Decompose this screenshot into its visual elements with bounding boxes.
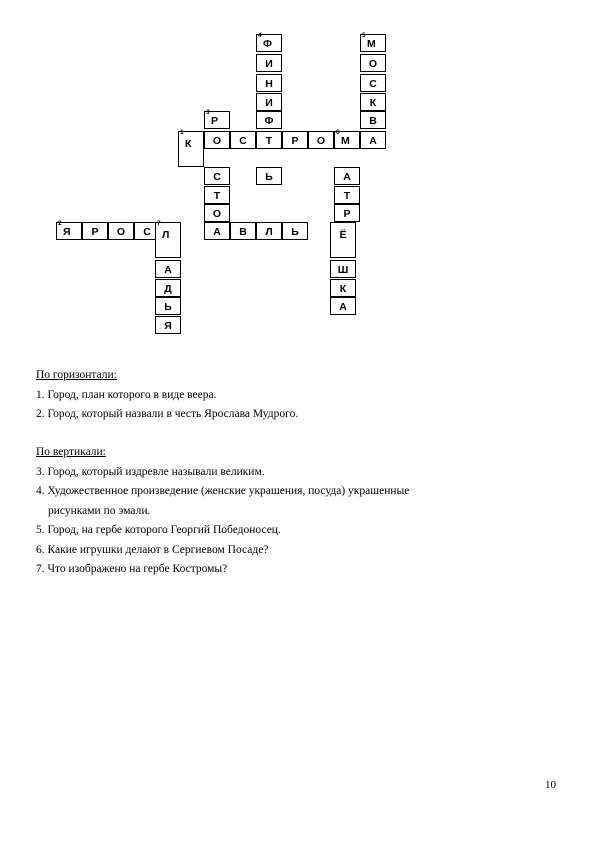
cell-letter: В — [239, 226, 247, 238]
cell-letter: Ф — [264, 115, 274, 127]
crossword-cell — [330, 297, 356, 315]
crossword-cell — [204, 204, 230, 222]
crossword-cell — [82, 222, 108, 240]
clue-5: 5. Город, на гербе которого Георгий Победоносец. — [36, 524, 281, 536]
vertical-heading: По вертикали: — [36, 446, 106, 458]
cell-letter: Ш — [337, 264, 349, 276]
clue-number: 3 — [206, 109, 210, 116]
cell-letter: А — [369, 135, 377, 147]
clue-number: 7 — [157, 220, 161, 227]
cell-letter: О — [116, 226, 126, 238]
clue-6: 6. Какие игрушки делают в Сергиевом Посаде? — [36, 543, 269, 556]
crossword-cell-5 — [360, 34, 386, 52]
cell-letter: А — [164, 264, 172, 276]
crossword-cell — [204, 167, 230, 185]
cell-letter: Л — [162, 229, 170, 241]
clue-number: 2 — [58, 220, 62, 227]
crossword-cell — [256, 54, 282, 72]
cell-letter: Р — [91, 226, 99, 238]
crossword-cell — [204, 131, 230, 149]
cell-letter: Ь — [164, 301, 172, 313]
crossword-cell — [230, 131, 256, 149]
crossword-cell — [334, 186, 360, 204]
cell-letter: Р — [211, 115, 219, 127]
cell-letter: А — [213, 226, 221, 238]
cell-letter: М — [341, 135, 350, 147]
cell-letter: А — [343, 171, 351, 183]
cell-letter: О — [212, 135, 222, 147]
cell-letter: И — [265, 58, 273, 70]
page-number: 10 — [545, 779, 556, 791]
cell-letter: К — [185, 138, 192, 150]
cell-letter: К — [339, 283, 347, 295]
crossword-cell — [204, 222, 230, 240]
clue-number: 6 — [336, 129, 340, 136]
cell-letter: К — [369, 97, 377, 109]
crossword-cell — [204, 186, 230, 204]
horizontal-clues — [36, 366, 298, 425]
crossword-cell — [334, 167, 360, 185]
cell-letter: Я — [164, 320, 172, 332]
crossword-cell — [256, 74, 282, 92]
vertical-clues — [36, 443, 409, 580]
clue-4: 4. Художественное произведение (женские украшения, посуда) украшенные — [36, 485, 410, 497]
crossword-cell — [360, 93, 386, 111]
cell-letter: О — [316, 135, 326, 147]
crossword-cell — [360, 111, 386, 129]
crossword-cell-2 — [56, 222, 82, 240]
cell-letter: А — [339, 301, 347, 313]
crossword-cell — [256, 111, 282, 129]
crossword-cell — [360, 131, 386, 149]
clue-4-continued: рисунками по эмали. — [48, 504, 151, 517]
crossword-cell-6 — [334, 131, 360, 149]
clue-number: 5 — [362, 32, 366, 39]
crossword-cell — [330, 222, 356, 258]
crossword-cell — [256, 222, 282, 240]
cell-letter: С — [239, 135, 247, 147]
crossword-cell — [256, 167, 282, 185]
cell-letter: С — [369, 78, 377, 90]
crossword-cell — [256, 131, 282, 149]
cell-letter: В — [369, 115, 377, 127]
clue-number: 4 — [258, 32, 262, 39]
cell-letter: О — [368, 58, 378, 70]
clue-1: 1. Город, план которого в виде веера. — [36, 388, 217, 401]
cell-letter: И — [265, 97, 273, 109]
cell-letter: Ь — [265, 171, 273, 183]
crossword-cell — [360, 74, 386, 92]
crossword-cell-4 — [256, 34, 282, 52]
crossword-cell — [330, 260, 356, 278]
horizontal-heading: По горизонтали: — [36, 369, 117, 381]
crossword-cell — [282, 131, 308, 149]
cell-letter: Я — [63, 226, 71, 238]
cell-letter: О — [212, 208, 222, 220]
crossword-grid — [0, 0, 595, 345]
crossword-cell — [108, 222, 134, 240]
crossword-cell — [282, 222, 308, 240]
crossword-cell — [155, 316, 181, 334]
clue-7: 7. Что изображено на гербе Костромы? — [36, 563, 228, 575]
crossword-cell — [330, 279, 356, 297]
cell-letter: Д — [164, 283, 172, 295]
crossword-cell — [256, 93, 282, 111]
clue-number: 1 — [180, 129, 184, 136]
cell-letter: Т — [265, 135, 273, 147]
cell-letter: С — [213, 171, 221, 183]
crossword-cell — [360, 54, 386, 72]
cell-letter: М — [367, 38, 376, 50]
cell-letter: Н — [265, 78, 273, 90]
crossword-cell-7 — [155, 222, 181, 258]
crossword-cell — [230, 222, 256, 240]
crossword-cell — [155, 279, 181, 297]
cell-letter: Т — [213, 190, 221, 202]
crossword-cell — [334, 204, 360, 222]
crossword-cell-3 — [204, 111, 230, 129]
crossword-cell — [155, 297, 181, 315]
cell-letter: С — [143, 226, 151, 238]
clue-3: 3. Город, который издревле называли великим. — [36, 465, 265, 478]
cell-letter: Р — [291, 135, 299, 147]
clue-2: 2. Город, который назвали в честь Ярослава Мудрого. — [36, 408, 299, 420]
cell-letter: Ё — [339, 229, 347, 241]
crossword-cell — [155, 260, 181, 278]
crossword-cell — [308, 131, 334, 149]
cell-letter: Т — [343, 190, 351, 202]
cell-letter: Ф — [263, 38, 272, 50]
cell-letter: Ь — [291, 226, 299, 238]
crossword-cell-1 — [178, 131, 204, 167]
cell-letter: Р — [343, 208, 351, 220]
cell-letter: Л — [265, 226, 273, 238]
